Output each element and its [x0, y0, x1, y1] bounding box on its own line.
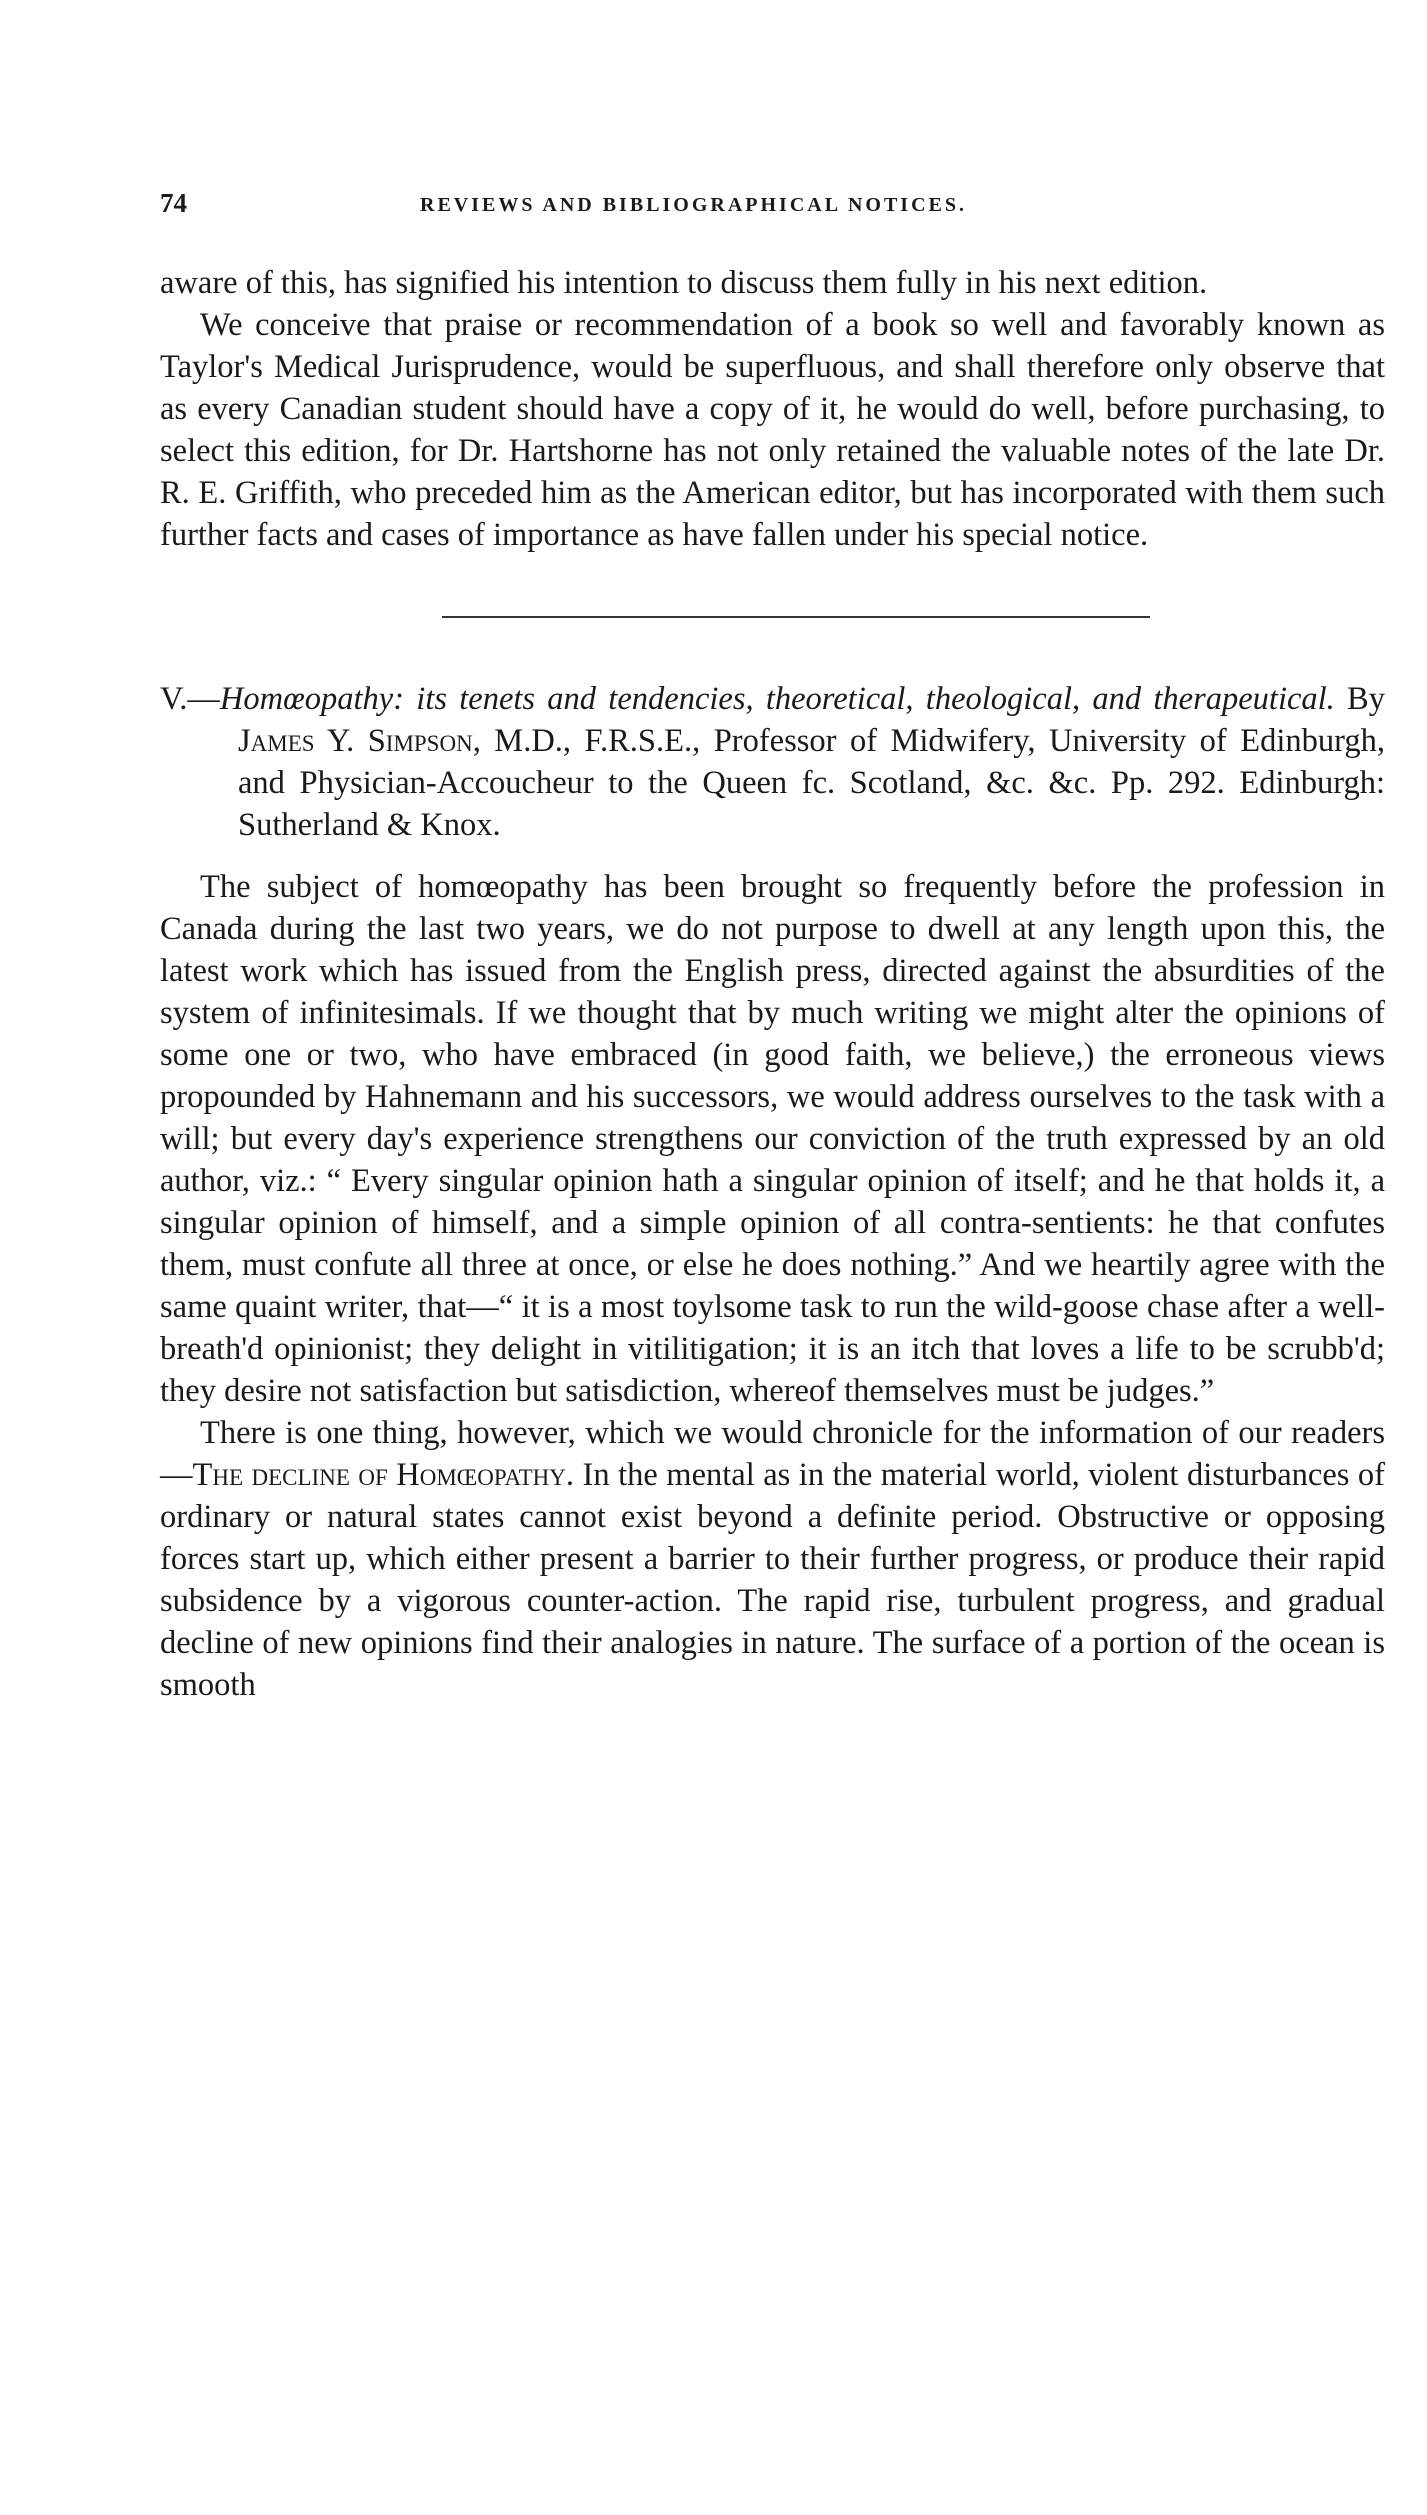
section-divider — [160, 556, 1385, 678]
paragraph-text: . In the mental as in the material world, violent disturbances of ordinary or natural states cannot exist beyond a definite period. Obstructive or opposing forces start up, which either present a barrier to their further progress, or produce their rapid subsidence by a vigorous counter-action. The rapid rise, turbulent progress, and gradual decline of new opinions find their analogies in nature. The surface of a portion of the ocean is smooth — [160, 1457, 1385, 1703]
paragraph-taylor-review: We conceive that praise or recommendation of a book so well and favorably known as Taylor's Medical Jurisprudence, would be superfluous, and shall therefore only observe that as every Canadian student should have a copy of it, he would do well, before purchasing, to select this edition, for Dr. Hartshorne has not only retained the valuable notes of the late Dr. R. E. Griffith, who preceded him as the American editor, but has incorporated with them such further facts and cases of importance as have fallen under his special notice. — [160, 307, 1385, 553]
paragraph-homoeopathy-1: The subject of homœopathy has been brought so frequently before the profession in Canada during the last two years, we do not purpose to dwell at any length upon this, the latest work which has issued from the English press, directed against the absurdities of the system of infinitesimals. If we thought that by much writing we might alter the opinions of some one or two, who have embraced (in good faith, we believe,) the erroneous views propounded by Hahnemann and his successors, we would address ourselves to the task with a will; but every day's experience strengthens our conviction of the truth expressed by an old author, viz.: “ Every singular opinion hath a singular opinion of itself; and he that holds it, a singular opinion of himself, and a simple opinion of all contra-sentients: he that confutes them, must confute all three at once, or else he does nothing.” And we heartily agree with the same quaint writer, that—“ it is a most toylsome task to run the wild-goose chase after a well-breath'd opinionist; they delight in vitilitigation; it is an itch that loves a life to be scrubb'd; they desire not satisfaction but satisdiction, whereof themselves must be judges.” — [160, 869, 1385, 1409]
paragraph-text: There is one thing, however, which we would chronicle for the information of our readers— — [160, 1415, 1385, 1493]
divider-rule — [442, 616, 1150, 618]
page-number: 74 — [160, 188, 187, 218]
paragraph-homoeopathy-2 — [160, 1412, 1385, 1706]
page — [160, 190, 1385, 1706]
review-author: James Y. Simpson — [238, 723, 473, 759]
running-head — [160, 190, 1385, 220]
review-by: By — [1334, 681, 1385, 717]
small-caps-phrase: The decline of Homœopathy — [192, 1457, 566, 1493]
review-credentials: , M.D., F.R.S.E., Professor of Midwifery, University of Edinburgh, and Physician-Accoucheur to the Queen fc. Scotland, &c. &c. Pp. 292. Edinburgh: Sutherland & Knox. — [238, 723, 1385, 843]
running-head-title: REVIEWS AND BIBLIOGRAPHICAL NOTICES. — [420, 194, 967, 216]
paragraph-continuation: aware of this, has signified his intention to discuss them fully in his next edition. — [160, 265, 1208, 301]
review-number: V.— — [160, 681, 220, 717]
review-title: Homœopathy: its tenets and tendencies, theoretical, theological, and therapeutical. — [219, 681, 1335, 717]
review-heading — [160, 678, 1385, 846]
